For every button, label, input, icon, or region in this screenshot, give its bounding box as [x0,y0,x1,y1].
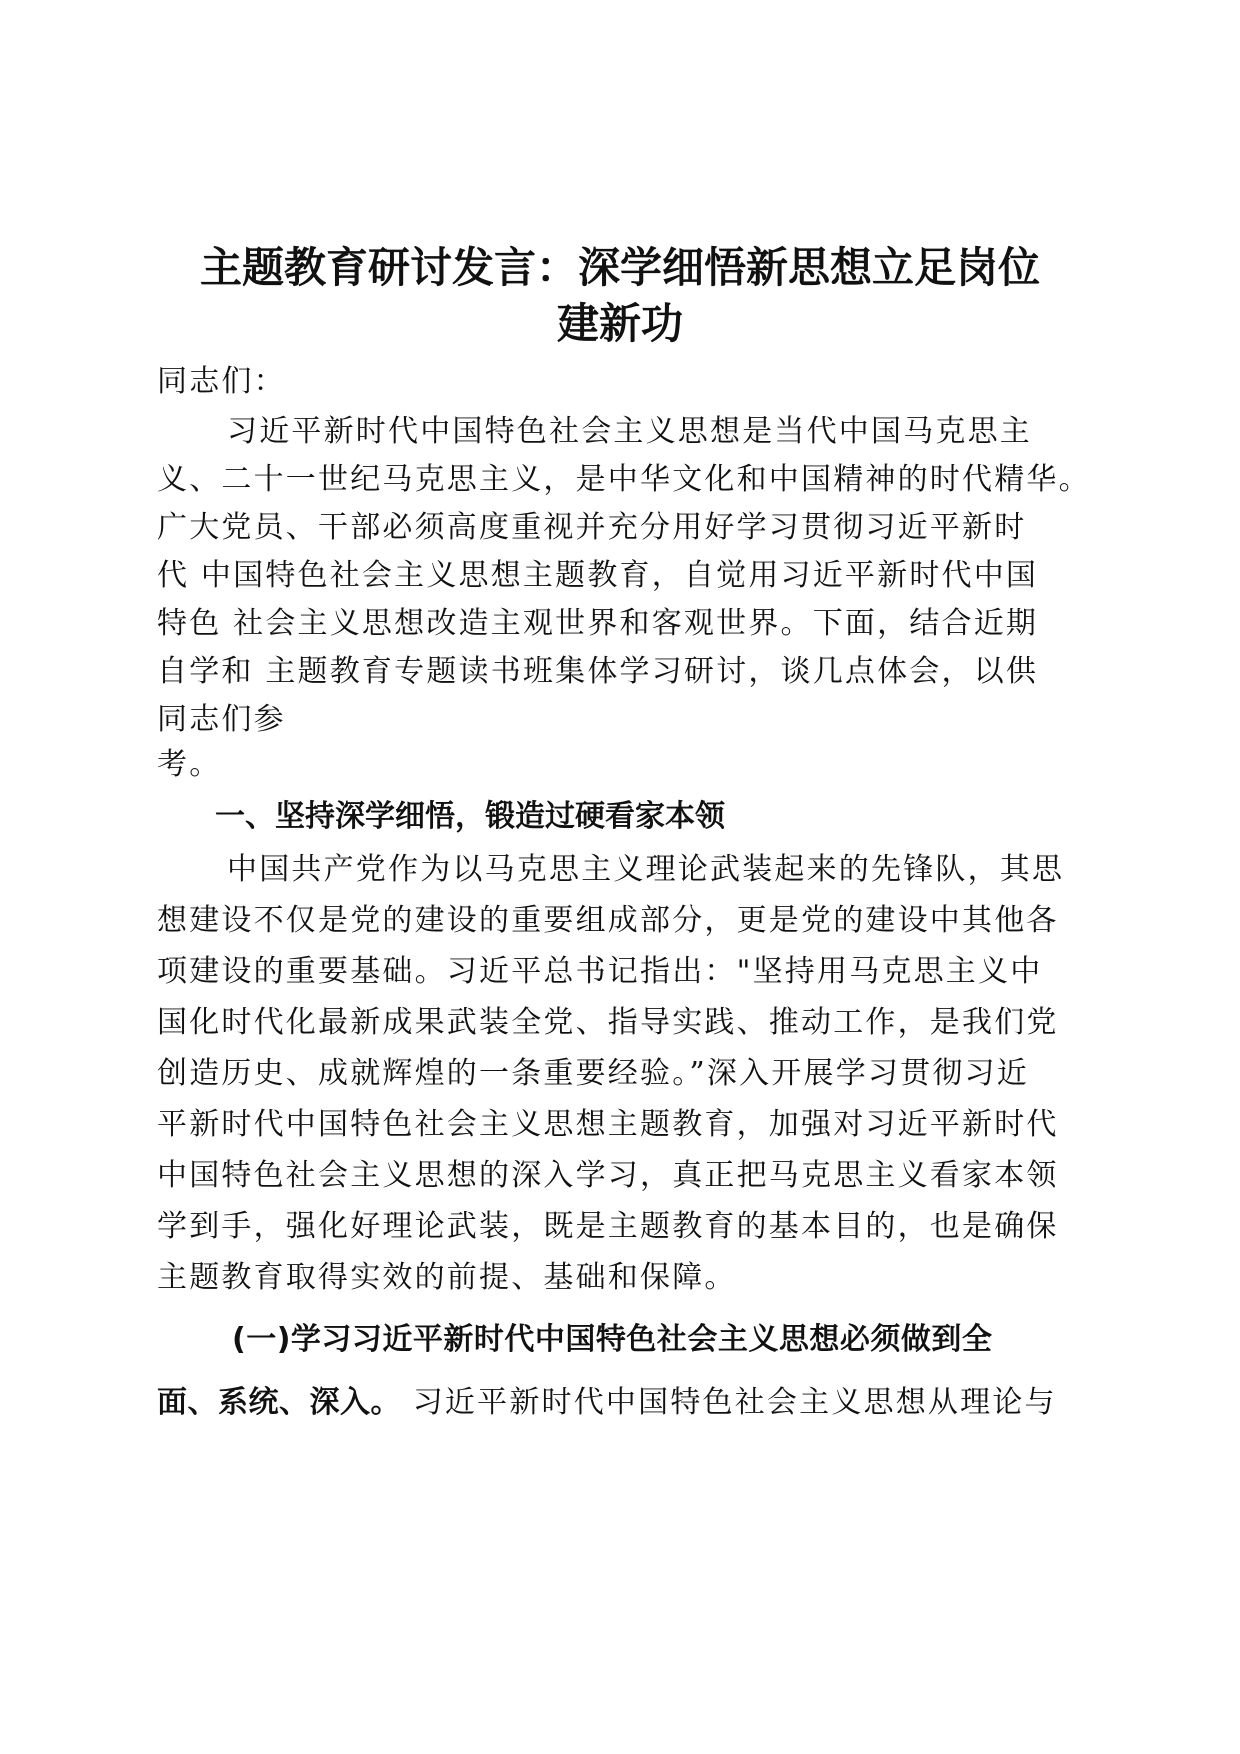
document-title [150,240,1090,352]
section-body-line: 国化时代化最新成果武装全党、指导实践、推动工作，是我们党 [157,1005,1059,1040]
intro-line: 习近平新时代中国特色社会主义思想是当代中国马克思主 [227,414,1032,449]
salutation: 同志们： [157,364,286,399]
intro-line: 义、二十一世纪马克思主义，是中华文化和中国精神的时代精华。 [157,462,1091,497]
intro-line: 考。 [157,747,222,782]
section-body-line: 平新时代中国特色社会主义思想主题教育，加强对习近平新时代 [157,1107,1059,1142]
intro-line: 广大党员、干部必须高度重视并充分用好学习贯彻习近平新时 [157,510,1027,545]
section-body-line: 学到手，强化好理论武装，既是主题教育的基本目的，也是确保 [157,1209,1059,1244]
subsection-heading-tail: 面、系统、深入。 [157,1385,401,1420]
subsection-heading: (一)学习习近平新时代中国特色社会主义思想必须做到全 [232,1322,993,1357]
intro-line: 自学和 主题教育专题读书班集体学习研讨，谈几点体会，以供 [157,654,1039,689]
intro-line: 代 中国特色社会主义思想主题教育，自觉用习近平新时代中国 [157,558,1039,593]
title-line-2: 建新功 [556,299,683,348]
section-body-line: 想建设不仅是党的建设的重要组成部分，更是党的建设中其他各 [157,903,1059,938]
section-body-line: 项建设的重要基础。习近平总书记指出："坚持用马克思主义中 [157,954,1043,989]
intro-line: 同志们参 [157,702,286,737]
title-line-1: 主题教育研讨发言：深学细悟新思想立足岗位 [199,243,1040,292]
section-body-line: 主题教育取得实效的前提、基础和保障。 [157,1260,737,1295]
section-body-line: 创造历史、成就辉煌的一条重要经验。”深入开展学习贯彻习近 [157,1056,1029,1091]
section-body-line: 中国共产党作为以马克思主义理论武装起来的先锋队，其思 [227,852,1065,887]
subsection-body-text: 习近平新时代中国特色社会主义思想从理论与 [401,1385,1057,1420]
subsection-line [157,1383,1057,1423]
section-heading: 一、坚持深学细悟，锻造过硬看家本领 [215,799,725,834]
section-body-line: 中国特色社会主义思想的深入学习，真正把马克思主义看家本领 [157,1158,1059,1193]
intro-line: 特色 社会主义思想改造主观世界和客观世界。下面，结合近期 [157,606,1039,641]
